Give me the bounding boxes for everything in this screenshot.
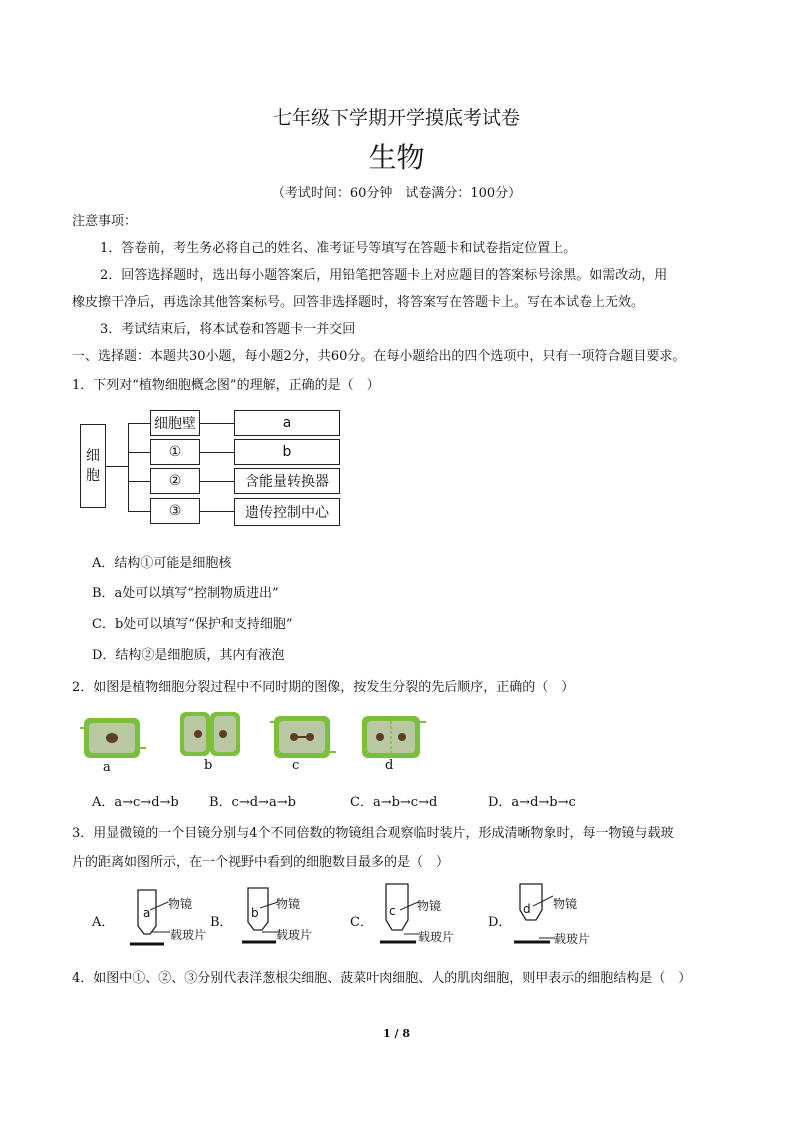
objective-d-label: 物镜 xyxy=(553,897,578,911)
q1-option-c[interactable]: C．b处可以填写“保护和支持细胞” xyxy=(92,617,293,632)
q3-stem-line-2: 片的距离如图所示，在一个视野中看到的细胞数目最多的是（ ） xyxy=(72,855,450,870)
slide-d-label: 载玻片 xyxy=(554,932,591,946)
section-heading: 一、选择题：本题共30小题，每小题2分，共60分。在每小题给出的四个选项中，只有一项符合题目要求。 xyxy=(72,349,686,364)
note-item-2-line-2: 橡皮擦干净后，再选涂其他答案标号。回答非选择题时，将答案写在答题卡上。写在本试卷上无效。 xyxy=(72,295,645,310)
slide-a-label: 载玻片 xyxy=(170,928,207,942)
q1-option-b[interactable]: B．a处可以填写“控制物质进出” xyxy=(92,586,279,601)
q2-label-b: b xyxy=(204,758,213,773)
objective-b-label: 物镜 xyxy=(276,897,301,911)
note-item-2-line-1: 2．回答选择题时，选出每小题答案后，用铅笔把答题卡上对应题目的答案标号涂黑。如需改动，用 xyxy=(100,268,668,283)
q1-option-d[interactable]: D．结构②是细胞质，其内有液泡 xyxy=(92,648,285,663)
connector-3 xyxy=(128,481,150,482)
q3-option-c-letter: C． xyxy=(350,915,373,930)
objective-d-letter: d xyxy=(523,902,531,916)
q2-label-a: a xyxy=(103,760,111,775)
exam-title: 七年级下学期开学摸底考试卷 xyxy=(272,107,520,129)
connector-r1 xyxy=(200,423,234,424)
connector-r4 xyxy=(200,511,234,512)
q3-stem-line-1: 3．用显微镜的一个目镜分别与4个不同倍数的物镜组合观察临时装片，形成清晰物象时，每一物镜与载玻 xyxy=(72,826,674,841)
q1-stem: 1．下列对“植物细胞概念图”的理解，正确的是（ ） xyxy=(72,378,380,393)
diagram-box-cell-wall: 细胞壁 xyxy=(150,410,200,436)
connector-root xyxy=(106,466,128,467)
exam-info: （考试时间：60分钟 试卷满分：100分） xyxy=(271,186,522,201)
cell-stage-a xyxy=(80,718,146,758)
q2-option-a[interactable]: A．a→c→d→b xyxy=(92,795,179,810)
connector-r2 xyxy=(200,452,234,453)
connector-r3 xyxy=(200,481,234,482)
diagram-box-2: ② xyxy=(150,468,200,494)
connector-1 xyxy=(128,423,150,424)
connector-spine xyxy=(128,423,129,511)
note-item-3: 3．考试结束后，将本试卷和答题卡一并交回 xyxy=(100,322,356,337)
q3-option-a-letter: A． xyxy=(92,915,115,930)
q3-option-b-letter: B． xyxy=(210,915,233,930)
note-item-1: 1．答卷前，考生务必将自己的姓名、准考证号等填写在答题卡和试卷指定位置上。 xyxy=(100,241,577,256)
objective-c-label: 物镜 xyxy=(417,899,442,913)
objective-a-label: 物镜 xyxy=(168,897,193,911)
diagram-box-b: b xyxy=(234,439,340,465)
objective-b-letter: b xyxy=(251,906,259,920)
objective-c-letter: c xyxy=(389,904,396,918)
cell-stage-c xyxy=(270,716,336,758)
q4-stem: 4．如图中①、②、③分别代表洋葱根尖细胞、菠菜叶肉细胞、人的肌肉细胞，则甲表示的细胞结构是（ ） xyxy=(72,971,692,986)
cell-stage-b xyxy=(180,712,240,756)
page-number: 1 / 8 xyxy=(383,1027,410,1040)
connector-4 xyxy=(128,511,150,512)
objective-a-letter: a xyxy=(143,906,151,920)
diagram-box-1: ① xyxy=(150,439,200,465)
q2-option-d[interactable]: D．a→d→b→c xyxy=(488,795,576,810)
q2-stem: 2．如图是植物细胞分裂过程中不同时期的图像，按发生分裂的先后顺序，正确的（ ） xyxy=(72,680,575,695)
connector-2 xyxy=(128,452,150,453)
q2-label-c: c xyxy=(292,758,300,773)
q3-option-d-letter: D． xyxy=(488,915,512,930)
diagram-box-energy: 含能量转换器 xyxy=(234,468,340,494)
diagram-box-a: a xyxy=(234,410,340,436)
q1-option-a[interactable]: A．结构①可能是细胞核 xyxy=(92,556,232,571)
cell-stage-d xyxy=(362,716,426,758)
diagram-root-box: 细 胞 xyxy=(80,424,106,508)
diagram-box-3: ③ xyxy=(150,498,200,524)
q2-option-b[interactable]: B．c→d→a→b xyxy=(209,795,296,810)
subject-title: 生物 xyxy=(368,141,425,174)
q2-label-d: d xyxy=(385,758,394,773)
notes-heading: 注意事项： xyxy=(72,214,138,229)
q2-option-c[interactable]: C．a→b→c→d xyxy=(350,795,438,810)
slide-b-label: 载玻片 xyxy=(276,928,313,942)
diagram-box-genetic: 遗传控制中心 xyxy=(234,498,340,526)
slide-c-label: 载玻片 xyxy=(418,930,455,944)
